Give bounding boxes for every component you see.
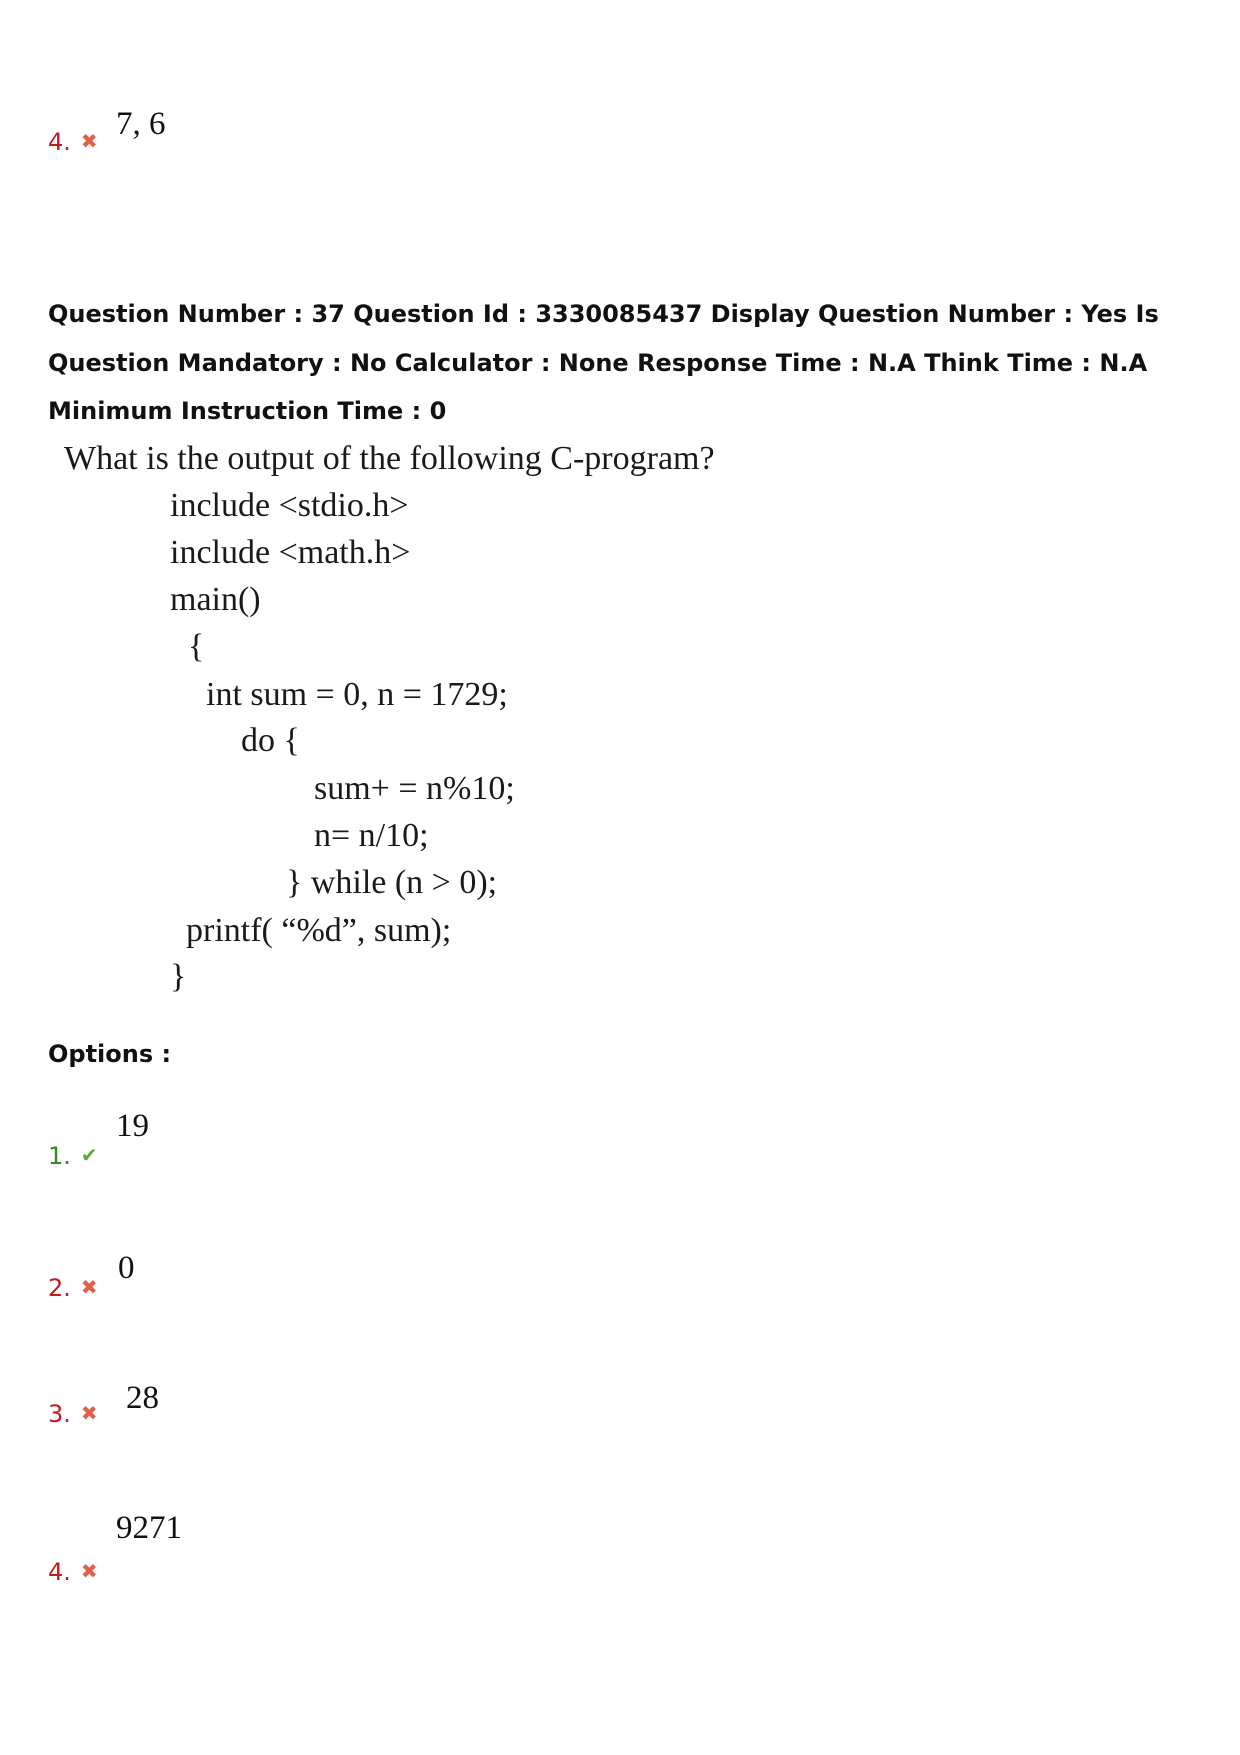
option-2-value: 0 <box>118 1250 135 1286</box>
question-prompt: What is the output of the following C-program? <box>64 440 715 477</box>
cross-icon: ✖ <box>80 1275 98 1299</box>
cross-icon: ✖ <box>80 1401 98 1425</box>
question-image <box>58 440 778 1010</box>
option-4-value: 9271 <box>116 1510 182 1546</box>
code-line: { <box>188 628 205 665</box>
options-label: Options : <box>48 1040 172 1068</box>
code-line: } <box>170 958 187 995</box>
prev-option-4 <box>48 128 98 156</box>
option-number: 2. <box>48 1274 71 1302</box>
prev-option-4-value: 7, 6 <box>116 106 166 142</box>
code-line: n= n/10; <box>314 817 429 854</box>
code-line: sum+ = n%10; <box>314 770 515 807</box>
option-number: 3. <box>48 1400 71 1428</box>
option-4 <box>48 1558 98 1586</box>
check-icon: ✔ <box>80 1143 98 1167</box>
code-line: int sum = 0, n = 1729; <box>206 676 508 713</box>
question-meta: Question Number : 37 Question Id : 3330085437 Display Question Number : Yes Is Question Mandatory : No Calculator : None Response Time : N.A Think Time : N.A Minimum Instruction Time : 0 <box>48 300 1159 425</box>
code-line: include <math.h> <box>170 534 411 571</box>
code-line: } while (n > 0); <box>286 864 498 901</box>
option-number: 4. <box>48 128 71 156</box>
option-2 <box>48 1274 98 1302</box>
option-number: 1. <box>48 1142 71 1170</box>
option-number: 4. <box>48 1558 71 1586</box>
option-3-value: 28 <box>126 1380 159 1416</box>
code-line: printf( “%d”, sum); <box>186 912 452 949</box>
cross-icon: ✖ <box>80 129 98 153</box>
code-line: main() <box>170 581 261 618</box>
option-1 <box>48 1142 98 1170</box>
code-line: include <stdio.h> <box>170 487 409 524</box>
code-line: do { <box>241 722 300 759</box>
option-3 <box>48 1400 98 1428</box>
option-1-value: 19 <box>116 1108 149 1144</box>
cross-icon: ✖ <box>80 1559 98 1583</box>
